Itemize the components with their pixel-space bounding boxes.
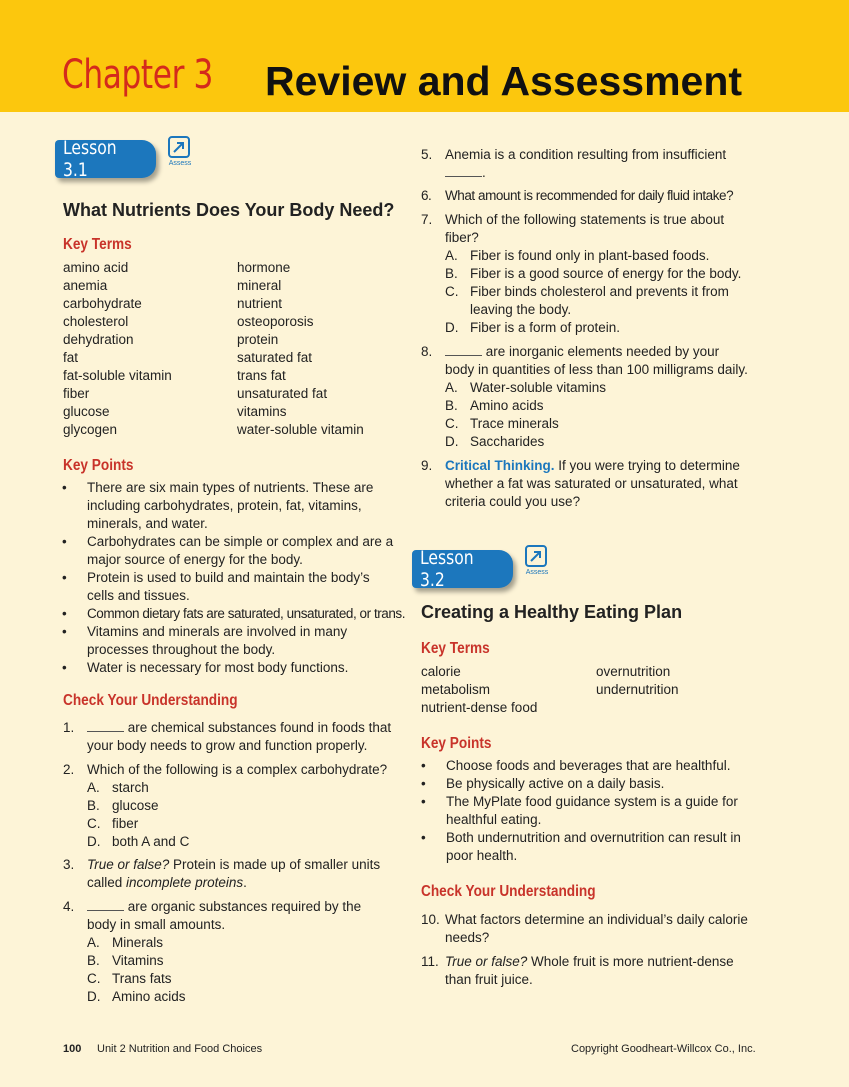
key-points-list (421, 757, 766, 865)
copyright: Copyright Goodheart-Willcox Co., Inc. (571, 1043, 756, 1055)
list-item: • There are six main types of nutrients. These are including carbohydrates, protein, fat, vitamins, minerals, and water. (62, 479, 412, 533)
term: glycogen (63, 422, 118, 437)
list-item: • The MyPlate food guidance system is a guide for healthful eating. (421, 793, 766, 829)
answer-option: C. fiber (87, 816, 139, 831)
key-terms-col1 (63, 259, 172, 439)
answer-option: D. Saccharides (445, 434, 545, 449)
page-number: 100 (63, 1043, 82, 1055)
assess-label: Assess (525, 569, 549, 576)
term: fat-soluble vitamin (63, 368, 172, 383)
key-terms-col1 (421, 663, 537, 717)
term: fat (63, 350, 79, 365)
term: water-soluble vitamin (237, 422, 364, 437)
assess-link[interactable] (158, 136, 202, 176)
answer-blank (445, 344, 482, 356)
key-terms-heading: Key Terms (63, 236, 132, 253)
term: calorie (421, 664, 461, 679)
unit-label: Unit 2 Nutrition and Food Choices (97, 1043, 263, 1055)
check-understanding-heading: Check Your Understanding (63, 692, 238, 709)
list-item: • Both undernutrition and overnutrition can result in poor health. (421, 829, 766, 865)
list-item: • Choose foods and beverages that are healthful. (421, 757, 766, 775)
assess-link[interactable] (515, 545, 559, 585)
question-6: 6. What amount is recommended for daily fluid intake? (421, 188, 734, 203)
chapter-label: Chapter 3 (62, 52, 214, 98)
answer-blank (445, 165, 482, 177)
answer-option: C. Trace minerals (445, 416, 559, 431)
chapter-header (0, 0, 849, 112)
key-points-heading: Key Points (63, 457, 134, 474)
assess-label: Assess (168, 160, 192, 167)
lesson-3-1-title: What Nutrients Does Your Body Need? (63, 200, 395, 220)
key-points-list (62, 479, 412, 677)
question-10: 10. What factors determine an individual’s daily calorie needs? (421, 912, 748, 945)
list-item: • Water is necessary for most body functions. (62, 659, 412, 677)
term: saturated fat (237, 350, 313, 365)
lesson-3-2-tab: Lesson 3.2 (412, 550, 513, 588)
answer-option: D. both A and C (87, 834, 190, 849)
answer-option: C. Fiber binds cholesterol and prevents it from (445, 284, 729, 299)
critical-thinking-label: Critical Thinking. (445, 458, 555, 473)
key-points-heading: Key Points (421, 735, 492, 752)
list-item: • Common dietary fats are saturated, unsaturated, or trans. (62, 605, 412, 623)
answer-option: A. Minerals (87, 935, 164, 950)
list-item: • Be physically active on a daily basis. (421, 775, 766, 793)
term: vitamins (237, 404, 287, 419)
check-understanding-heading: Check Your Understanding (421, 883, 596, 900)
term: carbohydrate (63, 296, 142, 311)
key-terms-col2 (596, 663, 679, 699)
term: metabolism (421, 682, 491, 697)
question-9: 9. Critical Thinking. If you were trying to determine whether a fat was saturated or unsaturated, what criteria could you use? (421, 458, 740, 509)
term: mineral (237, 278, 282, 293)
term: glucose (63, 404, 110, 419)
question-1: 1. are chemical substances found in foods that your body needs to grow and function properly. (63, 720, 392, 753)
list-item: • Vitamins and minerals are involved in many processes throughout the body. (62, 623, 412, 659)
term: nutrient (237, 296, 283, 311)
term: undernutrition (596, 682, 679, 697)
answer-option: B. Amino acids (445, 398, 544, 413)
question-2: 2. Which of the following is a complex carbohydrate? A. starch B. glucose C. fiber D. both A and C (63, 761, 413, 851)
question-8: 8. are inorganic elements needed by your body in quantities of less than 100 milligrams daily. A. Water-soluble vitamins B. Amino acids C. Trace minerals D. Saccharides (421, 343, 766, 451)
term: cholesterol (63, 314, 129, 329)
answer-option: B. Vitamins (87, 953, 164, 968)
answer-option: D. Fiber is a form of protein. (445, 320, 621, 335)
answer-option: B. Fiber is a good source of energy for the body. (445, 266, 742, 281)
answer-option: D. Amino acids (87, 989, 186, 1004)
answer-option: A. Water-soluble vitamins (445, 380, 607, 395)
term: hormone (237, 260, 291, 275)
term: protein (237, 332, 279, 347)
question-3: 3. True or false? Protein is made up of smaller units called incomplete proteins. (63, 857, 381, 890)
term: dehydration (63, 332, 134, 347)
page-title: Review and Assessment (265, 58, 743, 104)
answer-option: C. Trans fats (87, 971, 172, 986)
lesson-3-2-title: Creating a Healthy Eating Plan (421, 602, 683, 622)
question-4: 4. are organic substances required by the body in small amounts. A. Minerals B. Vitamins C. Trans fats D. Amino acids (63, 898, 413, 1006)
answer-option: A. starch (87, 780, 149, 795)
question-5: 5. Anemia is a condition resulting from insufficient . (421, 147, 727, 180)
question-11: 11. True or false? Whole fruit is more nutrient-dense than fruit juice. (421, 954, 734, 987)
key-terms-heading: Key Terms (421, 640, 490, 657)
answer-blank (87, 720, 124, 732)
term: anemia (63, 278, 108, 293)
external-link-icon (170, 138, 188, 156)
list-item: • Carbohydrates can be simple or complex and are a major source of energy for the body. (62, 533, 412, 569)
answer-option: B. glucose (87, 798, 159, 813)
term: amino acid (63, 260, 129, 275)
answer-blank (87, 899, 124, 911)
question-7: 7. Which of the following statements is true about fiber? A. Fiber is found only in plant-based foods. B. Fiber is a good source of energy for the body. C. Fiber binds cholesterol and prevents it from leaving the body. D. Fiber is a form of protein. (421, 211, 766, 337)
term: overnutrition (596, 664, 671, 679)
term: osteoporosis (237, 314, 314, 329)
list-item: • Protein is used to build and maintain the body’s cells and tissues. (62, 569, 412, 605)
term: fiber (63, 386, 90, 401)
term: unsaturated fat (237, 386, 328, 401)
answer-option: A. Fiber is found only in plant-based foods. (445, 248, 710, 263)
external-link-icon (527, 547, 545, 565)
term: trans fat (237, 368, 286, 383)
key-terms-col2 (237, 259, 364, 439)
lesson-3-1-tab: Lesson 3.1 (55, 140, 156, 178)
term: nutrient-dense food (421, 700, 538, 715)
